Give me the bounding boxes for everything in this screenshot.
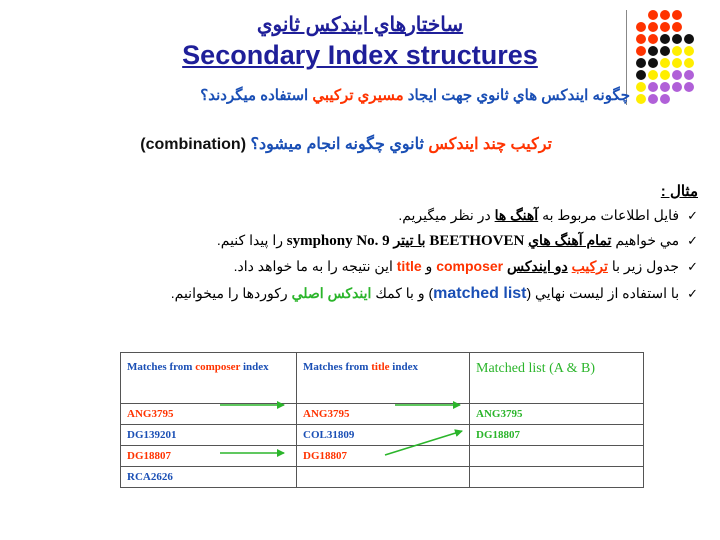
question-highlight: تركيب چند ايندكس xyxy=(428,136,552,153)
bullet-item xyxy=(234,258,698,275)
question-text: استفاده ميگردند؟ xyxy=(200,87,313,104)
dot-icon xyxy=(660,58,670,68)
dot-icon xyxy=(684,70,694,80)
matched-cell: ANG3795 xyxy=(470,404,644,425)
slide-title-persian: ساختارهاي ايندكس ثانوي xyxy=(256,14,464,36)
composer-cell: ANG3795 xyxy=(121,404,297,425)
dot-icon xyxy=(672,70,682,80)
checkmark-icon: ✓ xyxy=(687,286,698,301)
bullet-text: فايل اطلاعات مربوط به xyxy=(538,207,680,223)
question-combination xyxy=(140,134,552,154)
dot-icon xyxy=(684,82,694,92)
bullet-emphasis: با تيتر xyxy=(393,232,426,248)
table-row xyxy=(121,404,644,425)
header-matched-list: Matched list (A & B) xyxy=(470,353,644,404)
matched-cell: DG18807 xyxy=(470,425,644,446)
dot-icon xyxy=(648,58,658,68)
bullet-text: را پيدا كنيم. xyxy=(216,232,283,248)
header-title-matches xyxy=(297,353,470,404)
header-text: index xyxy=(389,361,418,373)
bullet-english: title xyxy=(396,258,422,274)
table-header-row xyxy=(121,353,644,404)
bullet-text: در نظر ميگيريم. xyxy=(398,207,495,223)
bullet-english: matched list xyxy=(433,285,527,302)
question-english: (combination) xyxy=(140,136,247,153)
dot-icon xyxy=(672,34,682,44)
dot-icon xyxy=(660,46,670,56)
dot-icon xyxy=(636,70,646,80)
bullet-item xyxy=(398,207,698,224)
bullet-emphasis: تركيب xyxy=(571,258,608,274)
bullet-text: و xyxy=(421,258,433,274)
dot-icon xyxy=(672,58,682,68)
dot-icon xyxy=(660,94,670,104)
dot-icon xyxy=(636,46,646,56)
question-text: چگونه ايندكس هاي ثانوي جهت ايجاد xyxy=(403,87,630,104)
question-text: ثانوي چگونه انجام ميشود؟ xyxy=(246,136,429,153)
bullet-item xyxy=(217,232,698,250)
dot-icon xyxy=(660,82,670,92)
header-composer-matches xyxy=(121,353,297,404)
dot-icon xyxy=(648,70,658,80)
dot-icon xyxy=(672,10,682,20)
title-cell: DG18807 xyxy=(297,446,470,467)
dot-icon xyxy=(636,22,646,32)
example-heading: مثال : xyxy=(660,183,698,200)
composer-cell: RCA2626 xyxy=(121,467,297,488)
bullet-emphasis: ايندكس اصلي xyxy=(291,285,372,301)
matched-cell xyxy=(470,446,644,467)
matched-cell xyxy=(470,467,644,488)
matches-table xyxy=(120,352,644,488)
bullet-text: اين نتيجه را به ما خواهد داد. xyxy=(233,258,397,274)
title-cell: COL31809 xyxy=(297,425,470,446)
header-text: Matches from xyxy=(303,361,372,373)
checkmark-icon: ✓ xyxy=(687,208,698,223)
bullet-english: BEETHOVEN xyxy=(425,233,529,249)
dot-icon xyxy=(672,82,682,92)
dot-icon xyxy=(636,34,646,44)
bullet-english: symphony No. 9 xyxy=(282,233,394,249)
dot-icon xyxy=(648,10,658,20)
dot-icon xyxy=(648,94,658,104)
bullet-emphasis: آهنگ ها xyxy=(494,207,539,223)
dot-icon xyxy=(672,46,682,56)
bullet-text: جدول زير با xyxy=(607,258,680,274)
dot-icon xyxy=(672,22,682,32)
bullet-text: ) و با كمك xyxy=(371,285,434,301)
header-text: index xyxy=(240,361,269,373)
bullet-text: با استفاده از ليست نهايي ( xyxy=(526,285,680,301)
slide-title-english: Secondary Index structures xyxy=(182,40,538,70)
bullet-text: مي خواهيم xyxy=(611,232,680,248)
dot-icon xyxy=(636,94,646,104)
dot-icon xyxy=(684,34,694,44)
title-cell xyxy=(297,467,470,488)
question-highlight: مسيري تركيبي xyxy=(312,87,404,104)
dot-icon xyxy=(684,58,694,68)
dot-icon xyxy=(660,34,670,44)
bullet-item xyxy=(171,285,698,303)
dot-icon xyxy=(636,82,646,92)
dot-icon xyxy=(648,22,658,32)
checkmark-icon: ✓ xyxy=(687,233,698,248)
dot-icon xyxy=(648,82,658,92)
composer-cell: DG18807 xyxy=(121,446,297,467)
dot-icon xyxy=(684,46,694,56)
dot-icon xyxy=(660,10,670,20)
composer-cell: DG139201 xyxy=(121,425,297,446)
dot-icon xyxy=(660,22,670,32)
bullet-text: ركوردها را ميخوانيم. xyxy=(170,285,292,301)
checkmark-icon: ✓ xyxy=(687,259,698,274)
table-row xyxy=(121,446,644,467)
dot-icon xyxy=(648,46,658,56)
header-highlight: title xyxy=(371,361,390,373)
bullet-emphasis: تمام آهنگ هاي xyxy=(528,232,612,248)
table-row xyxy=(121,467,644,488)
question-combined-path xyxy=(200,86,630,104)
dot-icon xyxy=(660,70,670,80)
dot-icon xyxy=(648,34,658,44)
header-text: Matches from xyxy=(127,361,196,373)
header-highlight: composer xyxy=(195,361,241,373)
title-cell: ANG3795 xyxy=(297,404,470,425)
bullet-english: composer xyxy=(432,258,508,274)
bullet-emphasis: دو ايندكس xyxy=(507,258,568,274)
dot-icon xyxy=(636,58,646,68)
table-row xyxy=(121,425,644,446)
